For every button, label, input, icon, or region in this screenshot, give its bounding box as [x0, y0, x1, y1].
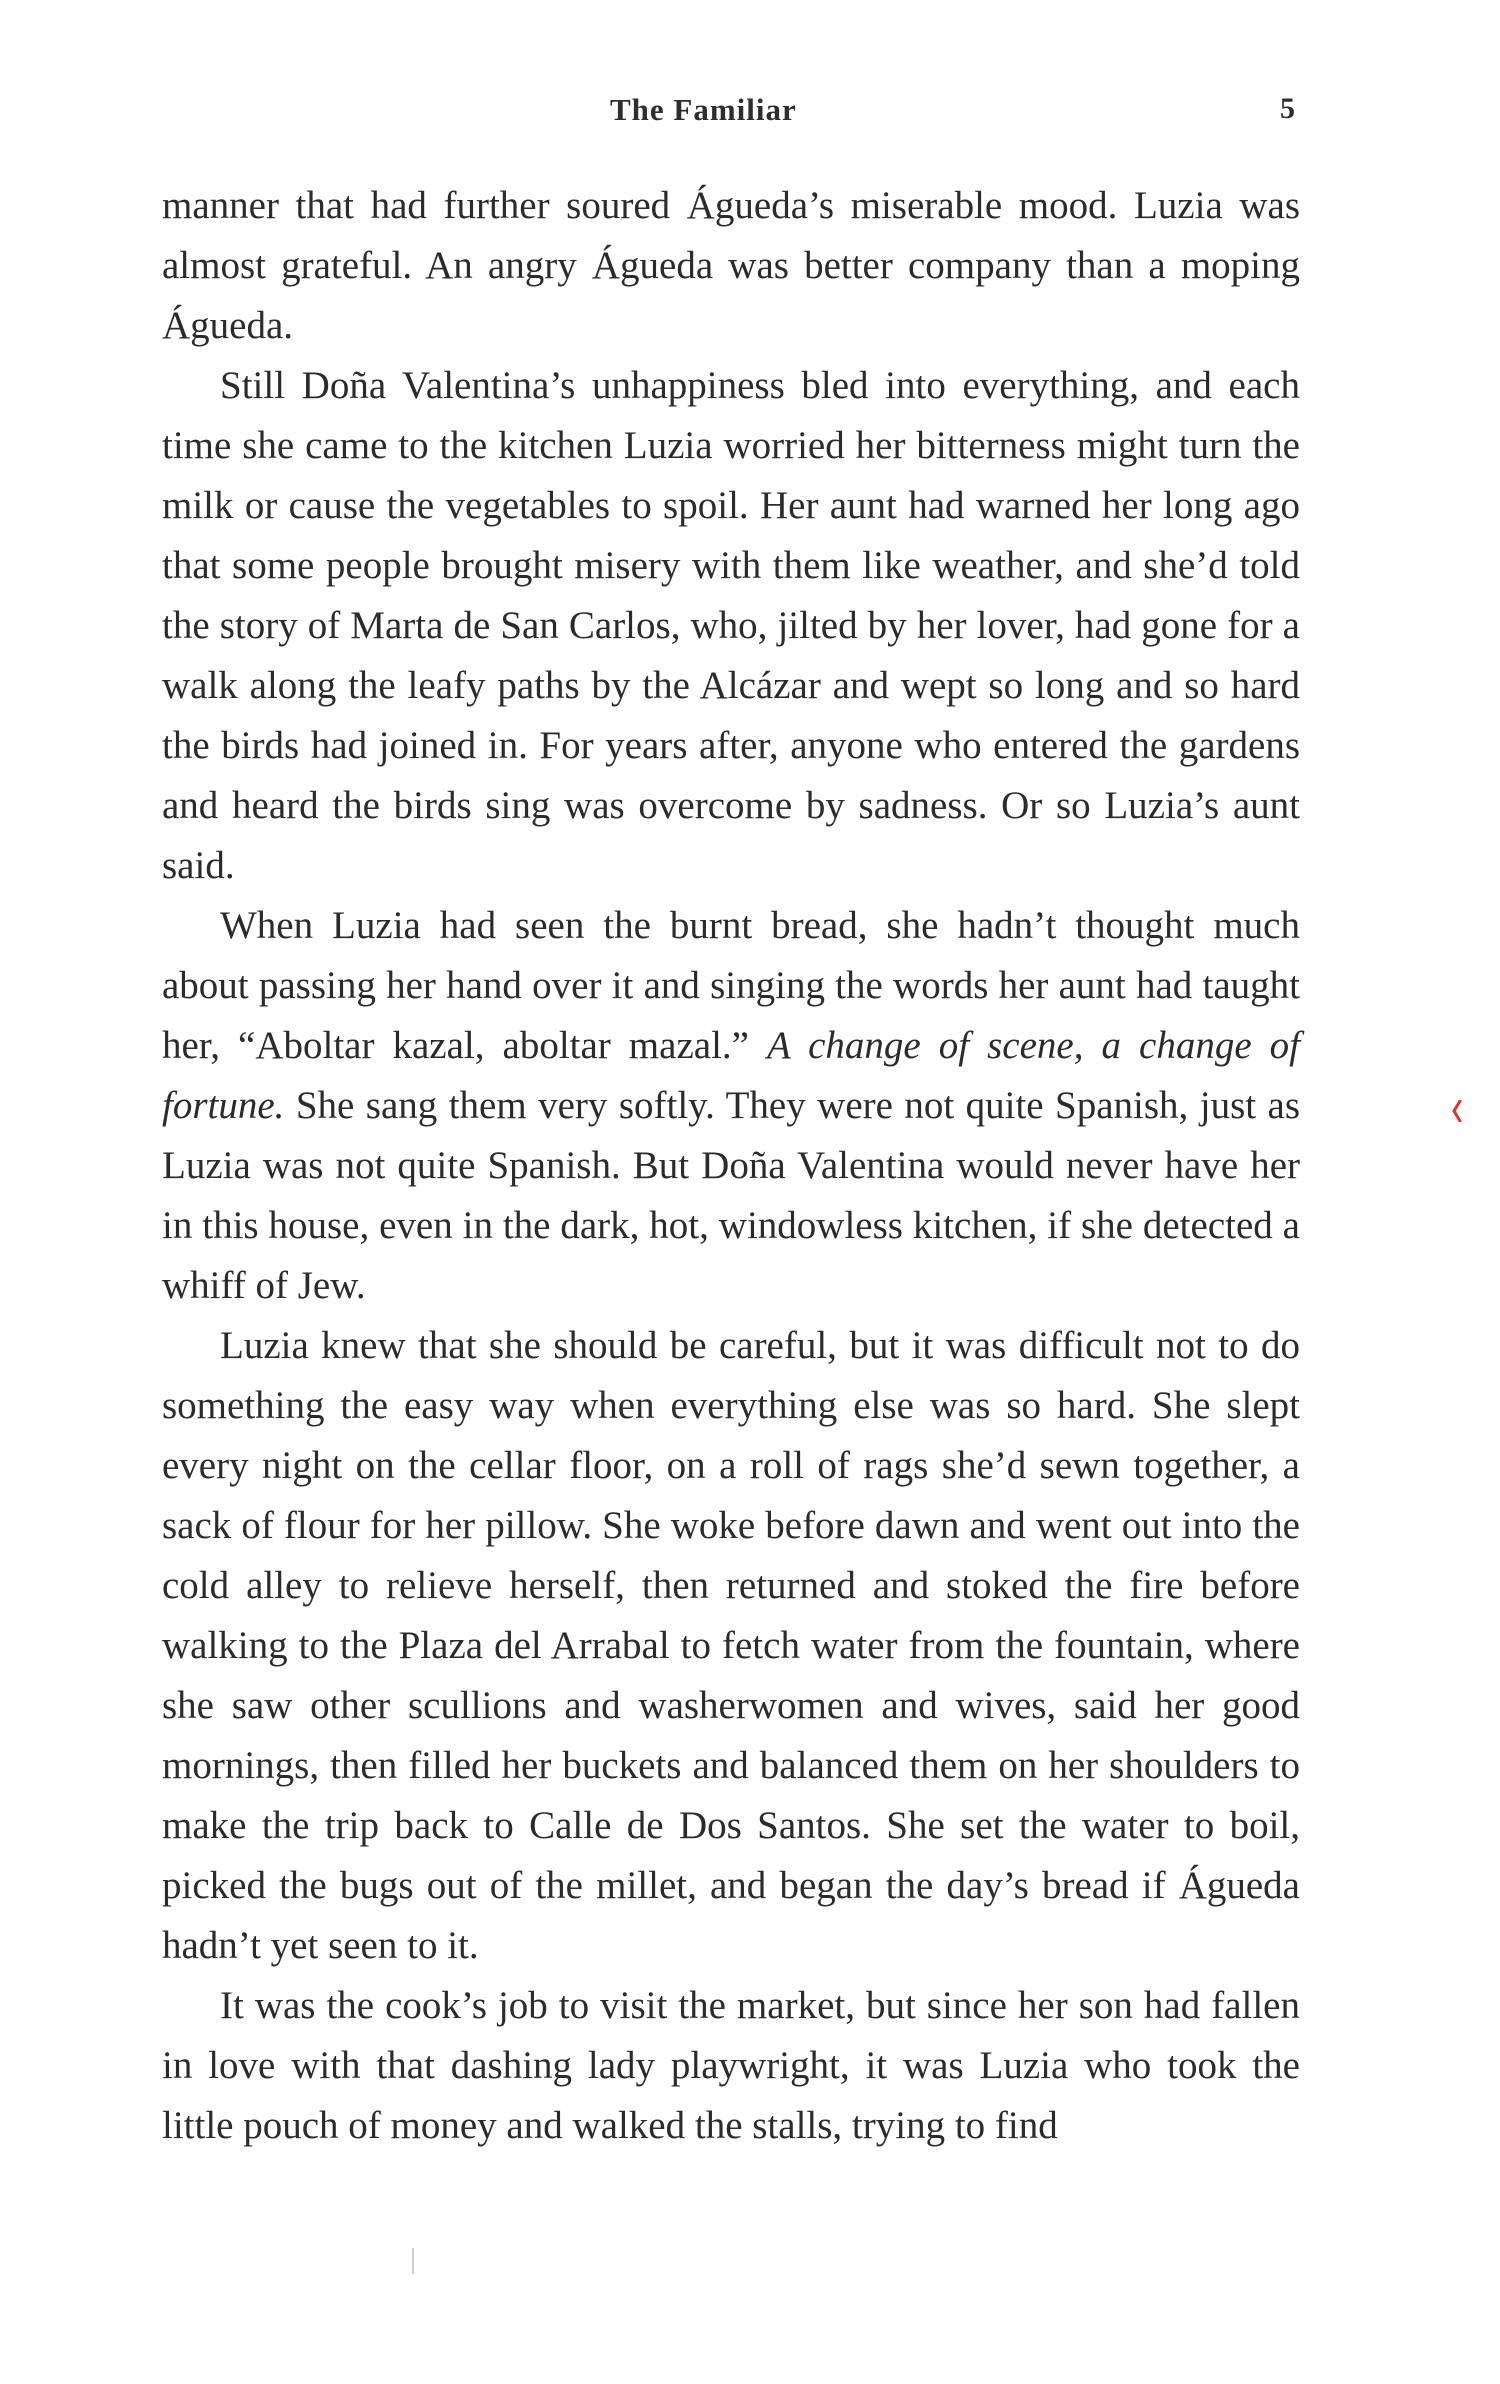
- paragraph-text: She sang them very softly. They were not quite Spanish, just as Luzia was not quite Spanish. But Doña Valentina would never have her in this house, even in the dark, hot, windowless kitchen, if she detected a whiff of Jew.: [162, 1084, 1300, 1307]
- paragraph-text: When Luzia had seen the burnt bread, she hadn’t thought much about passing her hand over it and singing the words her aunt had taught her, “Aboltar kazal, aboltar mazal.”: [162, 904, 1300, 1067]
- paragraph: [162, 356, 1300, 896]
- page-number: 5: [1280, 92, 1295, 125]
- paragraph-text: It was the cook’s job to visit the market, but since her son had fallen in love with that dashing lady playwright, it was Luzia who took the little pouch of money and walked the stalls, trying to find: [162, 1984, 1300, 2147]
- paragraph: [162, 1976, 1300, 2156]
- paragraph: [162, 176, 1300, 356]
- paragraph: [162, 896, 1300, 1316]
- paragraph: [162, 1316, 1300, 1976]
- running-head: [0, 92, 1500, 132]
- margin-mark-icon: [1452, 1100, 1462, 1122]
- scan-speck: [412, 2248, 414, 2274]
- book-title: The Familiar: [610, 92, 797, 127]
- italic-phrase: A change of scene, a change of fortune.: [162, 1024, 1300, 1127]
- paragraph-text: Luzia knew that she should be careful, but it was difficult not to do something the easy way when everything else was so hard. She slept every night on the cellar floor, on a roll of rags she’d sewn together, a sack of flour for her pillow. She woke before dawn and went out into the cold alley to relieve herself, then returned and stoked the fire before walking to the Plaza del Arrabal to fetch water from the fountain, where she saw other scullions and washerwomen and wives, said her good mornings, then filled her buckets and balanced them on her shoulders to make the trip back to Calle de Dos Santos. She set the water to boil, picked the bugs out of the millet, and began the day’s bread if Águeda hadn’t yet seen to it.: [162, 1324, 1300, 1967]
- body-text: [162, 176, 1300, 2156]
- paragraph-text: Still Doña Valentina’s unhappiness bled into everything, and each time she came to the kitchen Luzia worried her bitterness might turn the milk or cause the vegetables to spoil. Her aunt had warned her long ago that some people brought misery with them like weather, and she’d told the story of Marta de San Carlos, who, jilted by her lover, had gone for a walk along the leafy paths by the Alcázar and wept so long and so hard the birds had joined in. For years after, anyone who entered the gardens and heard the birds sing was overcome by sadness. Or so Luzia’s aunt said.: [162, 364, 1300, 887]
- paragraph-text: manner that had further soured Águeda’s miserable mood. Luzia was almost grateful. An angry Águeda was better company than a moping Águeda.: [162, 184, 1300, 347]
